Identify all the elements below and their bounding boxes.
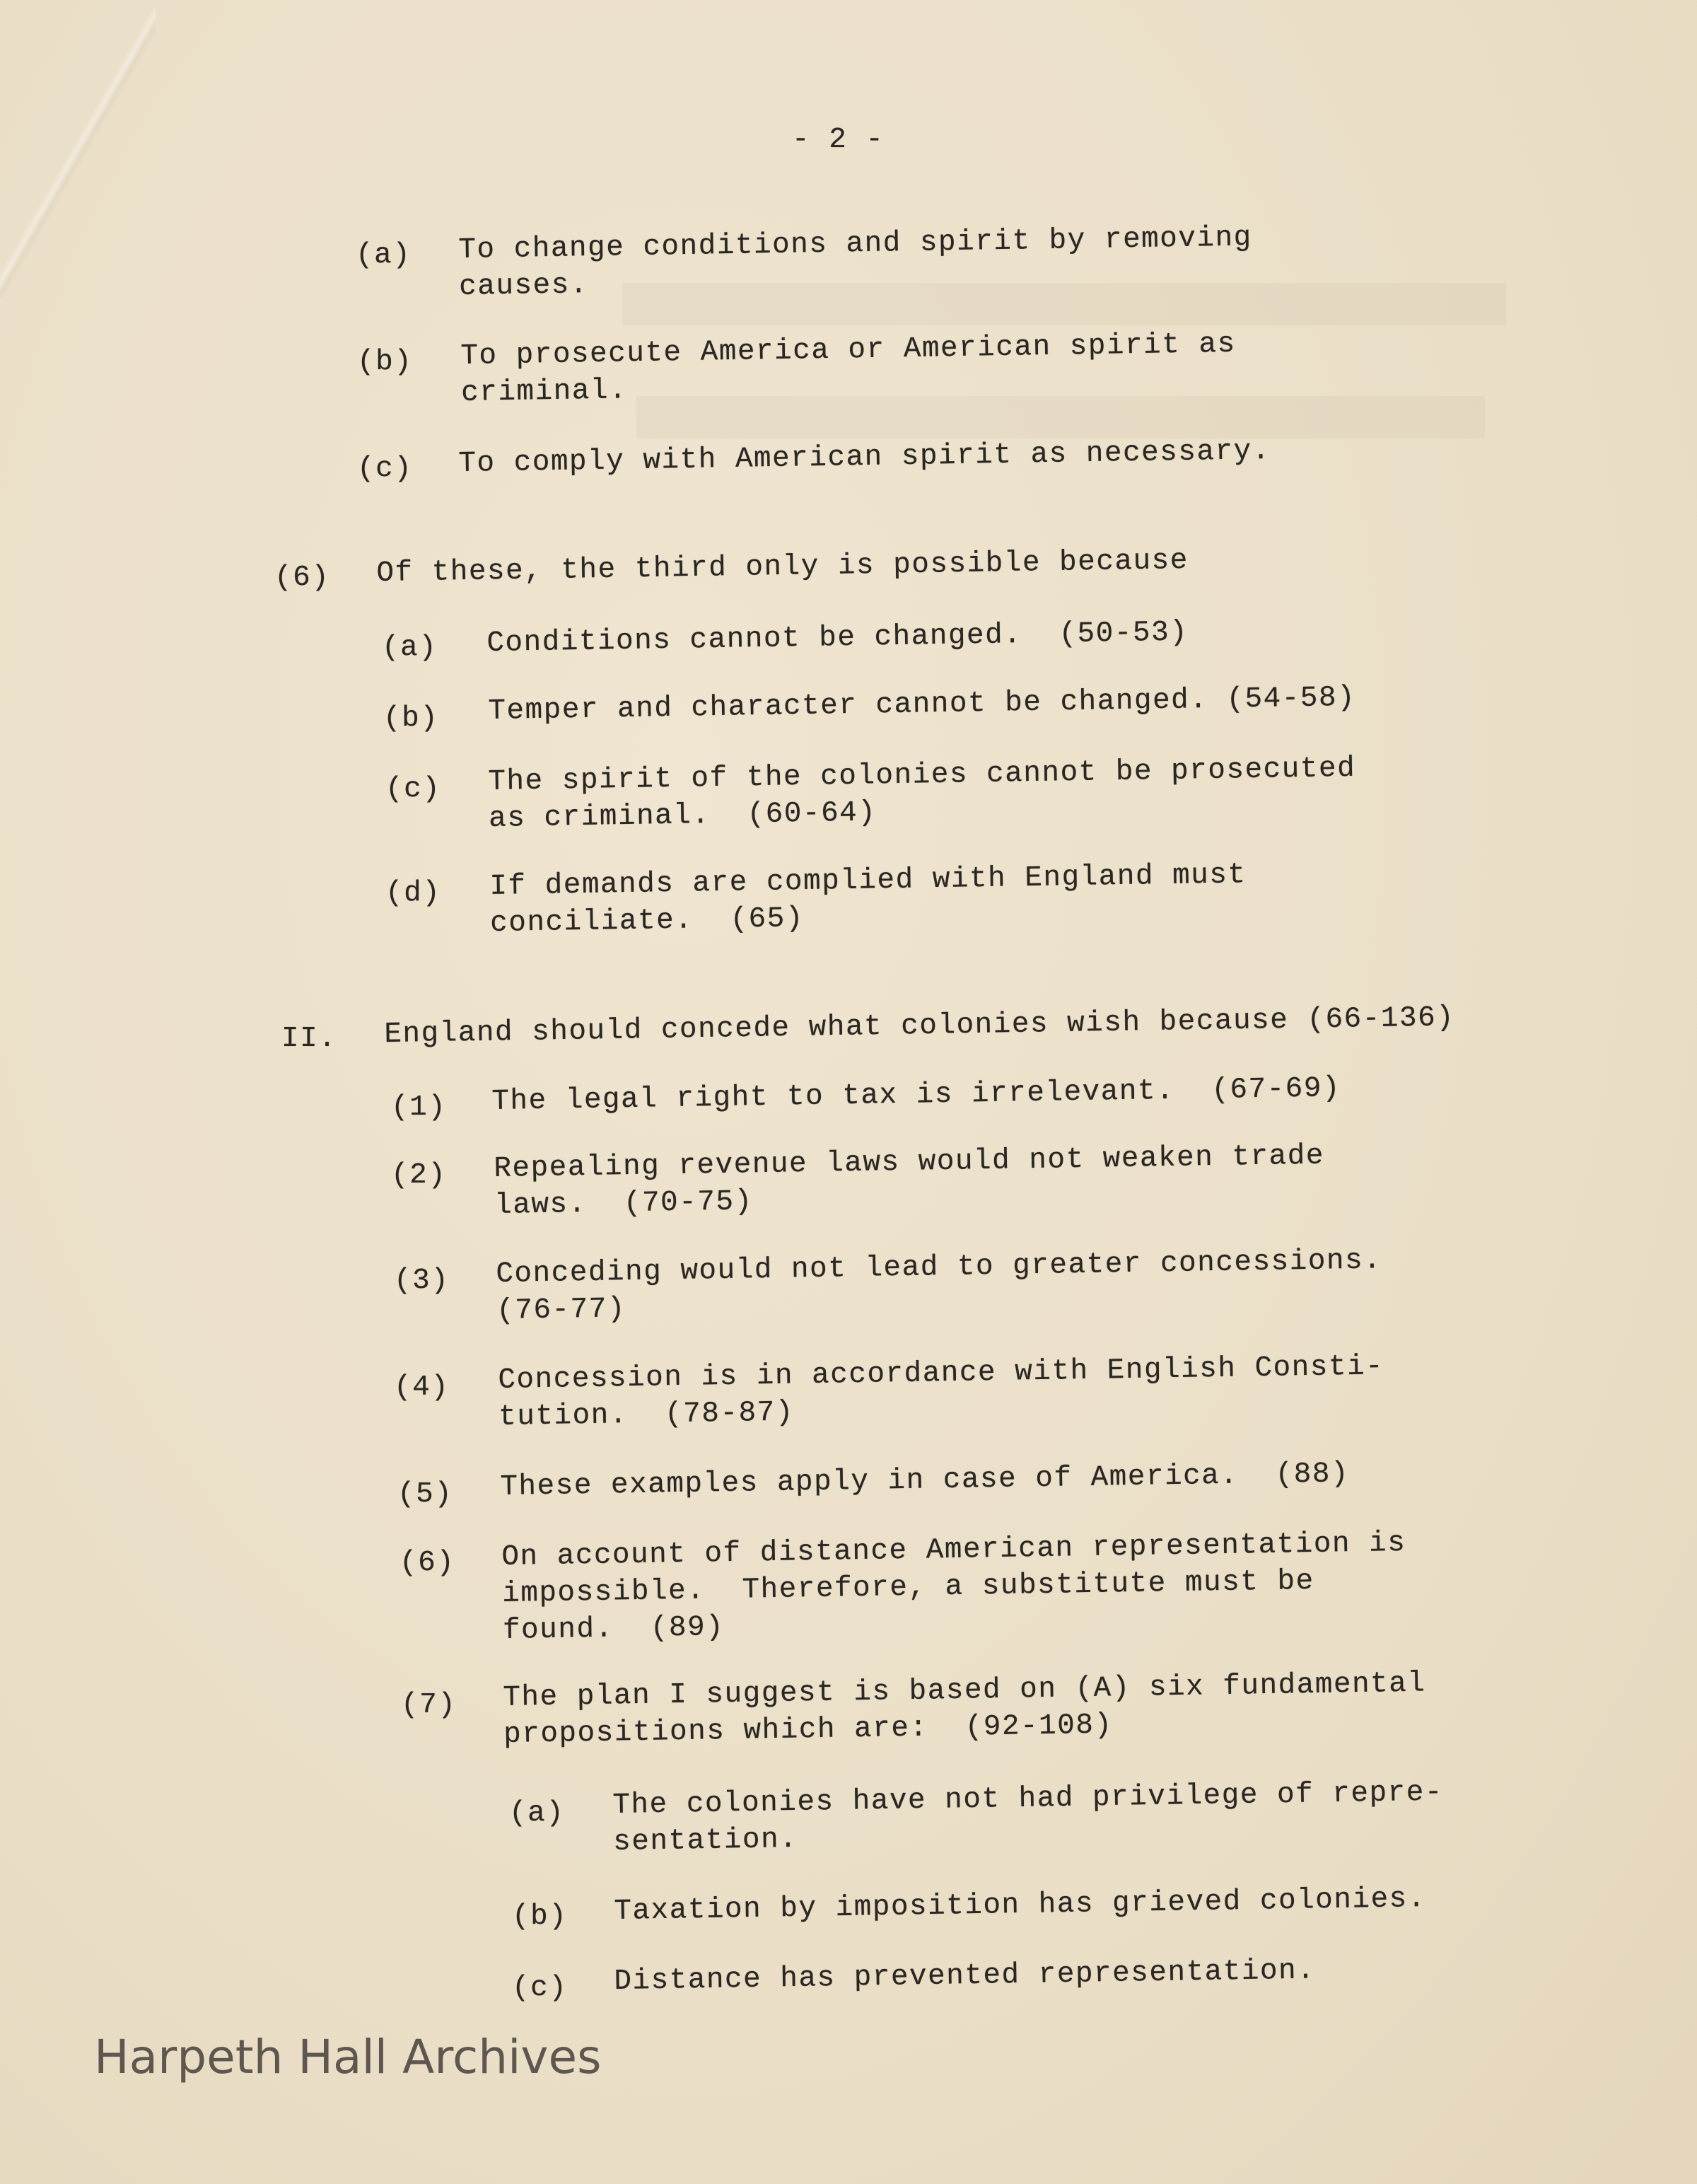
list-item-3-3 (394, 1262, 449, 1299)
list-item-3-5-text (500, 1456, 1349, 1506)
item-line: The legal right to tax is irrelevant. (67-69) (491, 1072, 1341, 1118)
list-item-3-2-text (494, 1138, 1325, 1224)
item-number: (4) (394, 1371, 450, 1404)
item-line: causes. (458, 269, 589, 303)
item-line: sentation. (612, 1823, 798, 1859)
point-6-text: Of these, the third only is possible because (376, 544, 1189, 590)
list-item-2a-text (486, 614, 1189, 662)
item-number: (b) (512, 1900, 568, 1933)
item-line: The colonies have not had privilege of repre- (612, 1776, 1444, 1822)
item-number: (c) (512, 1972, 568, 2004)
item-number: (a) (356, 239, 412, 272)
list-item-1a-text (458, 219, 1253, 306)
list-item-2d (385, 875, 441, 912)
list-item-4b (512, 1898, 567, 1935)
item-line: Repealing revenue laws would not weaken trade (494, 1139, 1325, 1185)
point-6-number (274, 559, 330, 596)
list-item-3-4-text (498, 1348, 1384, 1436)
list-item-3-4 (394, 1369, 449, 1406)
item-number: (a) (382, 632, 438, 664)
list-item-3-7-text (503, 1665, 1427, 1753)
list-item-2c-text (488, 750, 1356, 837)
list-item-4a (509, 1795, 564, 1832)
item-number: (a) (509, 1797, 565, 1830)
archive-watermark: Harpeth Hall Archives (94, 2030, 602, 2084)
item-line: On account of distance American representation is (501, 1526, 1406, 1574)
item-number: (6) (274, 562, 330, 594)
section-2-number (281, 1021, 337, 1057)
item-number: (1) (391, 1091, 447, 1124)
item-line: Concession is in accordance with English Consti- (498, 1350, 1384, 1397)
list-item-1b (357, 344, 412, 381)
list-item-4c-text (614, 1952, 1316, 2000)
item-line: The plan I suggest is based on (A) six fundamental (503, 1667, 1426, 1714)
item-line: laws. (70-75) (494, 1185, 754, 1222)
section-2-heading: England should concede what colonies wish because (66-136) (384, 1001, 1455, 1051)
list-item-1b-text (460, 326, 1237, 412)
item-number: II. (281, 1023, 337, 1055)
list-item-2b-text (488, 680, 1356, 730)
item-number: (7) (401, 1689, 457, 1721)
list-item-3-5 (397, 1476, 453, 1513)
item-line: These examples apply in case of America. (88) (500, 1458, 1350, 1504)
list-item-3-6-text (501, 1525, 1407, 1649)
item-line: The spirit of the colonies cannot be prosecuted (488, 752, 1356, 798)
list-item-2d-text (489, 856, 1247, 942)
list-item-4b-text (614, 1881, 1426, 1930)
item-line: To change conditions and spirit by removing (458, 221, 1253, 267)
item-line: If demands are complied with England must (489, 859, 1247, 903)
item-line: Taxation by imposition has grieved colonies. (614, 1882, 1427, 1928)
list-item-1c-text (458, 433, 1271, 482)
item-number: (5) (397, 1478, 453, 1511)
list-item-1c (357, 451, 412, 487)
item-number: (c) (385, 773, 441, 806)
item-line: To comply with American spirit as necessary. (458, 434, 1271, 480)
item-line: Temper and character cannot be changed. (54-58) (488, 681, 1356, 728)
item-number: (b) (383, 702, 439, 735)
list-item-3-1 (391, 1089, 446, 1126)
list-item-2b (383, 700, 438, 737)
item-line: Distance has prevented representation. (614, 1954, 1316, 1998)
item-line: criminal. (460, 374, 628, 410)
item-line: as criminal. (60-64) (488, 796, 877, 835)
item-number: (3) (394, 1265, 450, 1297)
list-item-3-2 (391, 1157, 446, 1194)
list-item-3-6 (400, 1545, 455, 1581)
item-line: impossible. Therefore, a substitute must be (501, 1564, 1315, 1610)
list-item-1a (356, 237, 411, 274)
item-number: (d) (385, 877, 441, 910)
item-number: (6) (400, 1547, 455, 1579)
item-number: (c) (357, 453, 413, 485)
list-item-3-1-text (491, 1070, 1341, 1120)
list-item-4c (512, 1970, 567, 2006)
list-item-4a-text (612, 1774, 1444, 1861)
item-line: (76-77) (496, 1293, 626, 1328)
page-number: - 2 - (792, 124, 885, 156)
list-item-3-3-text (496, 1242, 1382, 1330)
item-line: Conditions cannot be changed. (50-53) (486, 616, 1189, 660)
item-line: Conceding would not lead to greater concessions. (496, 1244, 1382, 1291)
list-item-2c (385, 771, 441, 808)
list-item-2a (382, 629, 437, 666)
paper-crease (0, 0, 156, 297)
item-line: propositions which are: (92-108) (503, 1709, 1113, 1751)
item-line: tution. (78-87) (498, 1396, 795, 1434)
item-number: (2) (391, 1159, 447, 1192)
item-line: found. (89) (502, 1611, 725, 1647)
item-number: (b) (357, 346, 413, 378)
list-item-3-7 (401, 1687, 456, 1724)
item-line: conciliate. (65) (489, 902, 805, 940)
item-line: To prosecute America or American spirit as (460, 327, 1237, 373)
